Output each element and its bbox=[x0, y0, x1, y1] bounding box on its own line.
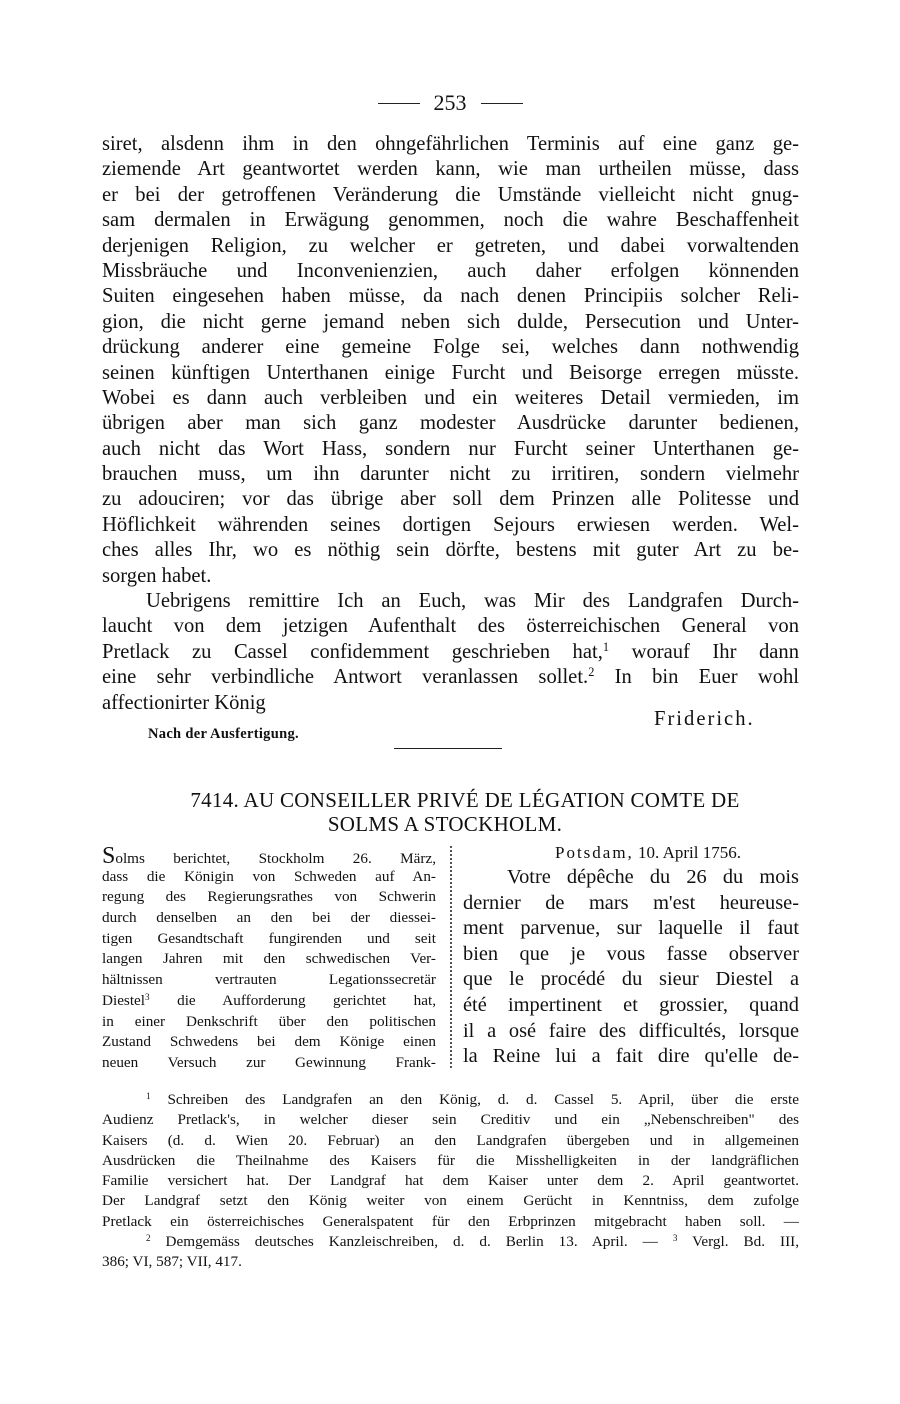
title-line-2: SOLMS A STOCKHOLM. bbox=[327, 812, 563, 836]
signature: Friderich. bbox=[654, 708, 755, 730]
column-divider bbox=[450, 846, 452, 1068]
body-line: laucht von dem jetzigen Aufenthalt des österreichischen General von bbox=[102, 615, 799, 638]
summary-line: Diestel$^3$ die Aufforderung gerichtet hat, bbox=[102, 991, 437, 1009]
page-header bbox=[0, 88, 900, 118]
letter-column bbox=[463, 840, 799, 1070]
summary-line: dass die Königin von Schweden auf An- bbox=[102, 867, 436, 885]
footnote-line: 386; VI, 587; VII, 417. bbox=[102, 1253, 242, 1271]
source-note: Nach der Ausfertigung. bbox=[148, 726, 299, 742]
summary-line: hältnissen vertrauten Legationssecretär bbox=[102, 971, 436, 989]
closing-formula: affectionirter König bbox=[102, 691, 266, 714]
letter-line: la Reine lui a fait dire qu'elle de- bbox=[463, 1045, 799, 1068]
header-dash-left bbox=[378, 103, 420, 104]
summary-line: langen Jahren mit den schwedischen Ver- bbox=[102, 950, 436, 968]
letter-continuation bbox=[102, 132, 799, 716]
letter-line: que le procédé du sieur Diestel a bbox=[463, 968, 799, 991]
summary-line: neuen Versuch zur Gewinnung Frank- bbox=[102, 1053, 436, 1071]
drop-cap: S bbox=[102, 843, 116, 869]
summary-line: tigen Gesandtschaft fungirenden und seit bbox=[102, 929, 436, 947]
dateline: Potsdam, 10. April 1756. bbox=[554, 843, 741, 862]
section-divider bbox=[394, 748, 502, 749]
body-line: drückung anderer eine gemeine Folge sei, welches dann nothwendig bbox=[102, 336, 799, 359]
body-line: Missbräuche und Inconvenienzien, auch daher erfolgen könnenden bbox=[102, 259, 799, 282]
footnote-line: Kaisers (d. d. Wien 20. Februar) an den Landgrafen übergeben und in allgemeinen bbox=[102, 1131, 799, 1149]
body-line: siret, alsdenn ihm in den ohngefährlichen Terminis auf eine ganz ge- bbox=[102, 133, 799, 155]
footnotes bbox=[102, 1090, 799, 1273]
summary-line: regung des Regierungsrathes von Schwerin bbox=[102, 888, 436, 906]
body-line: er bei der getroffenen Veränderung die Umstände vielleicht nicht gnug- bbox=[102, 183, 799, 206]
body-line: übrigen aber man sich ganz modester Ausdrücke darunter bedienen, bbox=[102, 412, 799, 435]
footnote-line: Ausdrücken die Theilnahme des Kaisers für die Misshelligkeiten in der landgräflichen bbox=[102, 1151, 799, 1169]
body-line: Suiten eingesehen haben müsse, da nach denen Principiis solcher Reli- bbox=[102, 285, 799, 308]
paragraph-1 bbox=[102, 132, 799, 589]
summary-line: durch denselben an den bei der diessei- bbox=[102, 909, 436, 927]
document-title bbox=[120, 788, 810, 836]
footnote-line: $^1$ Schreiben des Landgrafen an den König, d. d. Cassel 5. April, über die erste bbox=[146, 1090, 800, 1108]
letter-line: dernier de mars m'est heureuse- bbox=[463, 891, 799, 914]
footnote-marker: 1 bbox=[146, 1090, 151, 1101]
page-number: 253 bbox=[433, 90, 467, 115]
footnote-line: $^2$ Demgemäss deutsches Kanzleischreiben, d. d. Berlin 13. April. — $^3$ Vergl. Bd. III, bbox=[146, 1233, 799, 1251]
body-line: Wobei es dann auch verbleiben und ein weiteres Detail vermieden, im bbox=[102, 386, 799, 409]
body-line: ziemende Art geantwortet werden kann, wie man urtheilen müsse, dass bbox=[102, 158, 799, 181]
summary-line: Solms berichtet, Stockholm 26. März, bbox=[102, 843, 436, 869]
body-line: Höflichkeit währenden seines dortigen Sejours erwiesen werden. Wel- bbox=[102, 513, 799, 536]
title-line-1: 7414. AU CONSEILLER PRIVÉ DE LÉGATION COMTE DE bbox=[190, 788, 740, 812]
letter-line: bien que je vous fasse observer bbox=[463, 942, 799, 965]
summary-column bbox=[102, 843, 437, 1074]
letter-line: ment parvenue, sur laquelle il faut bbox=[463, 917, 799, 940]
body-line: derjenigen Religion, zu welcher er getreten, und dabei vorwaltenden bbox=[102, 234, 799, 257]
body-line: Uebrigens remittire Ich an Euch, was Mir des Landgrafen Durch- bbox=[146, 590, 799, 613]
body-line: gion, die nicht gerne jemand neben sich dulde, Persecution und Unter- bbox=[102, 310, 799, 333]
paragraph-2 bbox=[102, 589, 799, 640]
letter-line: Votre dépêche du 26 du mois bbox=[507, 866, 799, 888]
footnote-line: Pretlack ein österreichisches Generalspatent für den Erbprinzen mitgebracht haben soll. — bbox=[102, 1212, 799, 1230]
body-line: Pretlack zu Cassel confidemment geschrieben hat,$^1$ worauf Ihr dann bbox=[102, 640, 799, 663]
body-line: seinen künftigen Unterthanen einige Furcht und Beisorge erregen müsste. bbox=[102, 361, 799, 384]
letter-line: il a osé faire des difficultés, lorsque bbox=[463, 1019, 799, 1042]
summary-line: in einer Denkschrift über den politischen bbox=[102, 1012, 436, 1030]
body-line: auch nicht das Wort Hass, sondern nur Furcht seiner Unterthanen ge- bbox=[102, 437, 799, 460]
header-dash-right bbox=[481, 103, 523, 104]
document-number: 7414. bbox=[190, 788, 240, 812]
footnote-line: Der Landgraf setzt den König weiter von einem Gerücht in Kenntniss, dem zufolge bbox=[102, 1192, 799, 1210]
body-line: ches alles Ihr, wo es nöthig sein dörfte, bestens mit guter Art zu be- bbox=[102, 539, 799, 562]
letter-line: été impertinent et grossier, quand bbox=[463, 993, 799, 1016]
body-line: brauchen muss, um ihn darunter nicht zu irritiren, sondern vielmehr bbox=[102, 463, 799, 486]
body-line: eine sehr verbindliche Antwort veranlassen sollet.$^2$ In bin Euer wohl bbox=[102, 665, 800, 689]
summary-line: Zustand Schwedens bei dem Könige einen bbox=[102, 1033, 436, 1051]
body-line: sorgen habet. bbox=[102, 564, 212, 587]
body-line: sam dermalen in Erwägung genommen, noch die wahre Beschaffenheit bbox=[102, 209, 799, 232]
body-line: zu adouciren; vor das übrige aber soll dem Prinzen alle Politesse und bbox=[102, 488, 799, 511]
footnote-line: Audienz Pretlack's, in welcher dieser sein Creditiv und ein „Nebenschreiben" des bbox=[102, 1111, 799, 1129]
footnote-line: Familie versichert hat. Der Landgraf hat dem Kaiser unter dem 2. April geantwortet. bbox=[102, 1172, 799, 1190]
